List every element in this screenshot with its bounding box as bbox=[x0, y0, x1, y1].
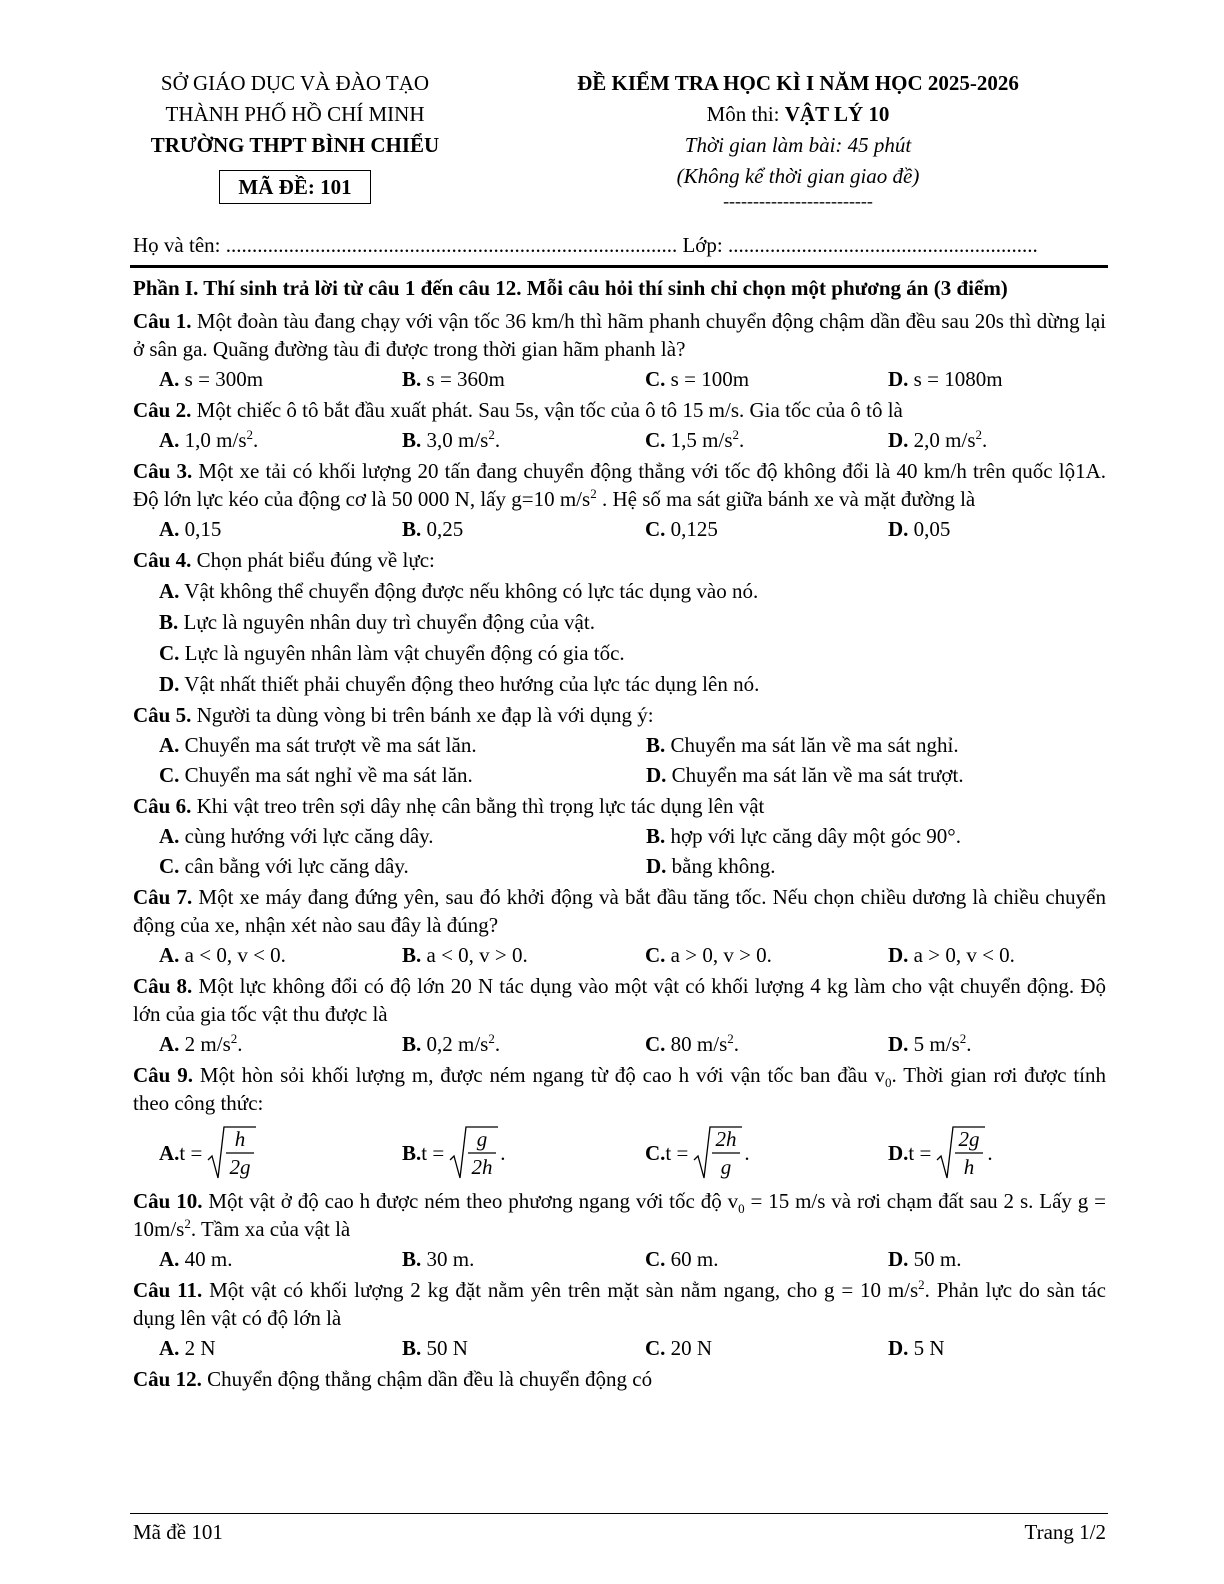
exam-note: (Không kể thời gian giao đề) bbox=[676, 164, 920, 188]
option-d: D. a > 0, v < 0. bbox=[888, 943, 1015, 967]
city-name: THÀNH PHỐ HỒ CHÍ MINH bbox=[165, 102, 425, 126]
option-d: D. 5 $m/s^2$. bbox=[888, 1031, 972, 1056]
question-text: Một chiếc ô tô bắt đầu xuất phát. Sau 5s, vận tốc của ô tô 15 m/s. Gia tốc của ô tô là bbox=[191, 398, 903, 422]
question-label: Câu 6. bbox=[133, 794, 192, 818]
formula-denominator: 2h bbox=[471, 1155, 493, 1179]
options-q8 bbox=[159, 1030, 1106, 1058]
question-2 bbox=[133, 396, 1106, 424]
options-q11 bbox=[159, 1334, 1106, 1362]
question-text: Một vật có khối lượng 2 kg đặt nằm yên trên mặt sàn nằm ngang, cho g = 10 m/s bbox=[202, 1278, 919, 1302]
question-text: Một hòn sỏi khối lượng m, được ném ngang từ độ cao h với vận tốc ban đầu v bbox=[192, 1063, 885, 1087]
question-text: Một lực không đổi có độ lớn 20 N tác dụng vào một vật có khối lượng 4 kg làm cho vật chuyển động. Độ lớn của gia tốc vật thu được là bbox=[133, 974, 1106, 1026]
footer-page-number: Trang 1/2 bbox=[1024, 1520, 1106, 1544]
subject-name: VẬT LÝ 10 bbox=[784, 102, 890, 126]
option-b: B. Chuyển ma sát lăn về ma sát nghỉ. bbox=[646, 733, 959, 757]
question-text: Khi vật treo trên sợi dây nhẹ cân bằng thì trọng lực tác dụng lên vật bbox=[191, 794, 765, 818]
formula-numerator: 2g bbox=[958, 1127, 980, 1151]
question-12 bbox=[133, 1365, 1106, 1393]
student-info-line bbox=[133, 232, 1105, 258]
options-q5-row2 bbox=[159, 761, 1106, 789]
exam-code-box: MÃ ĐỀ: 101 bbox=[219, 170, 370, 204]
part-1-instructions: Phần I. Thí sinh trả lời từ câu 1 đến câu 12. Mỗi câu hỏi thí sinh chỉ chọn một phương án (3 điểm) bbox=[133, 276, 1008, 300]
option-a: A. cùng hướng với lực căng dây. bbox=[159, 824, 434, 848]
formula-numerator: g bbox=[476, 1127, 488, 1151]
question-label: Câu 5. bbox=[133, 703, 192, 727]
option-a: A. 2 N bbox=[159, 1336, 216, 1360]
question-text-cont: . Thời gian rơi được tính theo công thức: bbox=[133, 1063, 1107, 1115]
option-a: A. 0,15 bbox=[159, 517, 222, 541]
question-label: Câu 12. bbox=[133, 1367, 202, 1391]
option-a: A. a < 0, v < 0. bbox=[159, 943, 286, 967]
option-d: D. bằng không. bbox=[646, 854, 776, 878]
option-c: C. 20 N bbox=[645, 1336, 713, 1360]
question-label: Câu 11. bbox=[133, 1278, 203, 1302]
option-b: B. 50 N bbox=[402, 1336, 468, 1360]
question-text: Người ta dùng vòng bi trên bánh xe đạp là với dụng ý: bbox=[191, 703, 654, 727]
option-d: D. t = 2g h . bbox=[888, 1124, 1131, 1182]
question-label: Câu 1. bbox=[133, 309, 192, 333]
options-q1 bbox=[159, 365, 1106, 393]
question-label: Câu 2. bbox=[133, 398, 192, 422]
question-label: Câu 7. bbox=[133, 885, 193, 909]
class-label: Lớp: bbox=[677, 233, 729, 257]
header-rule bbox=[130, 265, 1108, 268]
question-label: Câu 8. bbox=[133, 974, 193, 998]
option-a: A. 1,0 $m/s^2$. bbox=[159, 427, 259, 452]
question-text: Một xe máy đang đứng yên, sau đó khởi động và bắt đầu tăng tốc. Nếu chọn chiều dương là chiều chuyển động của xe, nhận xét nào sau đây là đúng? bbox=[133, 885, 1106, 937]
option-b: B. s = 360m bbox=[402, 367, 505, 391]
option-b: B. 0,25 bbox=[402, 517, 464, 541]
exam-content bbox=[133, 273, 1106, 1393]
question-label: Câu 9. bbox=[133, 1063, 193, 1087]
question-6 bbox=[133, 792, 1106, 820]
options-q7 bbox=[159, 941, 1106, 969]
option-c: C. 1,5 $m/s^2$. bbox=[645, 427, 745, 452]
school-header bbox=[122, 68, 468, 204]
sqrt-formula bbox=[692, 1124, 744, 1182]
option-d: D. 2,0 $m/s^2$. bbox=[888, 427, 988, 452]
formula-numerator: 2h bbox=[715, 1127, 737, 1151]
option-d: D. Vật nhất thiết phải chuyển động theo hướng của lực tác dụng lên nó. bbox=[159, 672, 760, 696]
sqrt-formula bbox=[448, 1124, 500, 1182]
school-name: TRƯỜNG THPT BÌNH CHIỂU bbox=[150, 133, 440, 157]
question-text-cont: . Phản lực do sàn tác dụng lên vật có độ lớn là bbox=[133, 1278, 1106, 1330]
name-blank: ...................................................................................... bbox=[225, 233, 678, 257]
question-1 bbox=[133, 307, 1106, 363]
question-10: Câu 10. Một vật ở độ cao h được ném theo phương ngang với tốc độ $v_0 = 15$ m/s và rơi chạm đất sau 2 s. Lấy $g = 10m/s^2$. Tầm xa của vật là bbox=[133, 1189, 1106, 1241]
formula-numerator: h bbox=[235, 1127, 246, 1151]
options-q3 bbox=[159, 515, 1106, 543]
question-text-cont: . Hệ số ma sát giữa bánh xe và mặt đường là bbox=[596, 487, 976, 511]
footer-rule bbox=[130, 1513, 1108, 1514]
question-text: Chuyển động thẳng chậm dần đều là chuyển động có bbox=[201, 1367, 653, 1391]
option-c: C. s = 100m bbox=[645, 367, 750, 391]
option-b: B. hợp với lực căng dây một góc 90°. bbox=[646, 824, 961, 848]
question-text: Một xe tải có khối lượng 20 tấn đang chuyển động thẳng với tốc độ không đổi là 40 km/h trên quốc lộ1A. Độ lớn lực kéo của động cơ là 50 000 N, lấy g=10 m/s bbox=[133, 459, 1106, 511]
subscript: 0 bbox=[738, 1201, 745, 1217]
formula-denominator: g bbox=[721, 1155, 732, 1179]
question-11: Câu 11. Một vật có khối lượng 2 kg đặt nằm yên trên mặt sàn nằm ngang, cho g = 10 $m/s^2$. Phản lực do sàn tác dụng lên vật có độ lớn là bbox=[133, 1277, 1106, 1330]
name-label: Họ và tên: bbox=[133, 233, 226, 257]
question-label: Câu 3. bbox=[133, 459, 193, 483]
option-a: A. Chuyển ma sát trượt về ma sát lăn. bbox=[159, 733, 477, 757]
option-a: A. Vật không thể chuyển động được nếu không có lực tác dụng vào nó. bbox=[159, 579, 759, 603]
option-d: D. 0,05 bbox=[888, 517, 951, 541]
option-a: A. t = h 2g bbox=[159, 1124, 402, 1182]
option-d: D. 50 m. bbox=[888, 1247, 962, 1271]
option-a: A. 40 m. bbox=[159, 1247, 233, 1271]
option-c: C. cân bằng với lực căng dây. bbox=[159, 854, 409, 878]
question-7 bbox=[133, 883, 1106, 939]
option-c: C. 0,125 bbox=[645, 517, 718, 541]
subject-label: Môn thi: bbox=[706, 102, 785, 126]
option-b: B. a < 0, v > 0. bbox=[402, 943, 528, 967]
department-name: SỞ GIÁO DỤC VÀ ĐÀO TẠO bbox=[160, 71, 430, 95]
option-c: C. 80 $m/s^2$. bbox=[645, 1031, 740, 1056]
options-q6-row2 bbox=[159, 852, 1106, 880]
question-text-cont: = 15 m/s và rơi chạm đất sau 2 s. Lấy g = 10m/s bbox=[133, 1189, 1106, 1241]
question-9 bbox=[133, 1061, 1106, 1117]
formula-denominator: h bbox=[964, 1155, 975, 1179]
sqrt-formula bbox=[206, 1124, 258, 1182]
option-a: A. 2 $m/s^2$. bbox=[159, 1031, 243, 1056]
question-label: Câu 10. bbox=[133, 1189, 203, 1213]
header-divider: ------------------------- bbox=[723, 191, 873, 211]
exam-duration: Thời gian làm bài: 45 phút bbox=[684, 133, 912, 157]
options-q6-row1 bbox=[159, 822, 1106, 850]
option-a: A. s = 300m bbox=[159, 367, 264, 391]
options-q9 bbox=[159, 1123, 1106, 1183]
option-b: B. t = g 2h . bbox=[402, 1124, 645, 1182]
subject-line bbox=[522, 99, 1074, 130]
question-text: Một đoàn tàu đang chạy với vận tốc 36 km/h thì hãm phanh chuyển động chậm dần đều sau 20s thì dừng lại ở sân ga. Quãng đường tàu đi được trong thời gian hãm phanh là? bbox=[133, 309, 1106, 361]
option-c: C. Chuyển ma sát nghỉ về ma sát lăn. bbox=[159, 763, 473, 787]
subscript: 0 bbox=[884, 1075, 892, 1091]
formula-denominator: 2g bbox=[229, 1155, 251, 1179]
question-text: Một vật ở độ cao h được ném theo phương ngang với tốc độ v bbox=[202, 1189, 739, 1213]
question-label: Câu 4. bbox=[133, 548, 192, 572]
option-c: C. a > 0, v > 0. bbox=[645, 943, 772, 967]
option-c: C. 60 m. bbox=[645, 1247, 719, 1271]
question-4 bbox=[133, 546, 1106, 574]
options-q2 bbox=[159, 426, 1106, 454]
option-d: D. Chuyển ma sát lăn về ma sát trượt. bbox=[646, 763, 964, 787]
option-b: B. 3,0 $m/s^2$. bbox=[402, 427, 501, 452]
option-c: C. Lực là nguyên nhân làm vật chuyển động có gia tốc. bbox=[159, 641, 625, 665]
question-8 bbox=[133, 972, 1106, 1028]
option-c: C. t = 2h g . bbox=[645, 1124, 888, 1182]
option-b: B. 0,2 $m/s^2$. bbox=[402, 1031, 501, 1056]
option-b: B. 30 m. bbox=[402, 1247, 475, 1271]
question-3: Câu 3. Một xe tải có khối lượng 20 tấn đang chuyển động thẳng với tốc độ không đổi là 40 km/h trên quốc lộ1A. Độ lớn lực kéo của động cơ là 50 000 N, lấy g=10 $m/s^2$ . Hệ số ma sát giữa bánh xe và mặt đường là bbox=[133, 459, 1106, 511]
options-q5-row1 bbox=[159, 731, 1106, 759]
exam-title: ĐỀ KIỂM TRA HỌC KÌ I NĂM HỌC 2025-2026 bbox=[577, 71, 1019, 95]
class-blank: ........................................................... bbox=[728, 233, 1038, 257]
option-d: D. s = 1080m bbox=[888, 367, 1003, 391]
footer-exam-code: Mã đề 101 bbox=[133, 1520, 223, 1544]
question-5 bbox=[133, 701, 1106, 729]
question-text-end: . Tầm xa của vật là bbox=[190, 1217, 351, 1241]
option-b: B. Lực là nguyên nhân duy trì chuyển động của vật. bbox=[159, 610, 595, 634]
question-text: Chọn phát biểu đúng về lực: bbox=[191, 548, 435, 572]
option-d: D. 5 N bbox=[888, 1336, 945, 1360]
options-q10 bbox=[159, 1245, 1106, 1273]
sqrt-formula bbox=[935, 1124, 987, 1182]
exam-header bbox=[522, 68, 1074, 210]
